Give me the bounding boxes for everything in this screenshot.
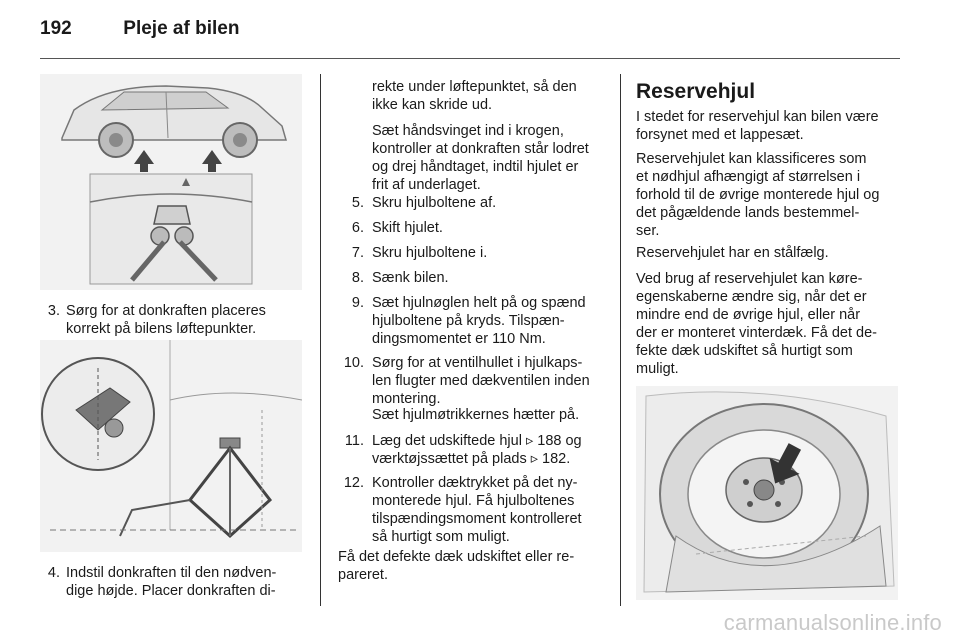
text-line: fekte dæk udskiftet så hurtigt som xyxy=(636,343,853,359)
step-3 xyxy=(40,302,310,340)
text-line: Ved brug af reservehjulet kan køre- xyxy=(636,271,863,287)
step-text: Skru hjulboltene i. xyxy=(372,245,488,261)
text-line: Reservehjulet kan klassificeres som xyxy=(636,151,867,167)
step-text xyxy=(66,564,276,600)
column-divider-2 xyxy=(620,74,621,606)
step-4 xyxy=(40,564,310,602)
text-line: Sæt håndsvinget ind i krogen, xyxy=(372,123,564,139)
step-text: Skru hjulboltene af. xyxy=(372,195,497,211)
closing-note xyxy=(338,548,613,584)
step-line: Sæt hjulnøglen helt på og spænd xyxy=(372,295,586,311)
step-number: 7. xyxy=(351,245,364,261)
step-line: tilspændingsmoment kontrolleret xyxy=(372,511,582,527)
step-number: 11. xyxy=(344,433,364,449)
text-line: Sæt hjulmøtrikkernes hætter på. xyxy=(372,407,580,423)
text-line: pareret. xyxy=(338,567,388,583)
page-header xyxy=(40,18,239,40)
step-10-note xyxy=(372,406,612,424)
step-12 xyxy=(334,474,614,548)
step-text xyxy=(372,432,582,468)
text-line: ikke kan skride ud. xyxy=(372,97,493,113)
column-divider-1 xyxy=(320,74,321,606)
page-number: 192 xyxy=(40,18,72,39)
text-line: rekte under løftepunktet, så den xyxy=(372,79,577,95)
step-text xyxy=(372,474,582,546)
step-line: montering. xyxy=(372,391,441,407)
step-number: 10. xyxy=(343,355,364,371)
step-line: dingsmomentet er 110 Nm. xyxy=(372,331,546,347)
step-text xyxy=(372,354,590,408)
section-heading: Reservehjul xyxy=(636,80,756,103)
step-8 xyxy=(334,269,614,289)
step-number: 12. xyxy=(343,475,364,491)
step-line: så hurtigt som muligt. xyxy=(372,529,510,545)
page-title: Pleje af bilen xyxy=(123,18,240,39)
step-text: Sænk bilen. xyxy=(372,270,449,286)
text-line: det pågældende lands bestemmel- xyxy=(636,205,860,221)
step-11 xyxy=(334,432,614,470)
text-line: forsynet med et lappesæt. xyxy=(636,127,804,143)
step-line: korrekt på bilens løftepunkter. xyxy=(66,321,257,337)
step-5 xyxy=(334,194,614,214)
step-7 xyxy=(334,244,614,264)
step-number: 8. xyxy=(351,270,364,286)
step-4-continued xyxy=(372,78,612,114)
text-line: mindre end de øvrige hjul, eller når xyxy=(636,307,861,323)
text-line: ser. xyxy=(636,223,660,239)
step-4-instructions xyxy=(372,122,612,194)
jack-positioning-illustration xyxy=(40,340,302,552)
text-line: Få det defekte dæk udskiftet eller re- xyxy=(338,549,575,565)
text-line: der er monteret vinterdæk. Få det de- xyxy=(636,325,877,341)
paragraph-repair-kit xyxy=(636,108,906,144)
step-number: 9. xyxy=(351,295,364,311)
text-line: et nødhjul afhængigt af størrelsen i xyxy=(636,169,861,185)
paragraph-driving-characteristics xyxy=(636,270,906,378)
step-number: 4. xyxy=(47,565,60,581)
car-lifting-points-illustration xyxy=(40,74,302,290)
step-text xyxy=(372,294,586,348)
step-text: Skift hjulet. xyxy=(372,220,443,236)
text-line: Reservehjulet har en stålfælg. xyxy=(636,245,829,261)
text-line: I stedet for reservehjul kan bilen være xyxy=(636,109,879,125)
text-line: egenskaberne ændre sig, når det er xyxy=(636,289,867,305)
paragraph-classification xyxy=(636,150,906,240)
step-line[interactable]: værktøjssættet på plads ▹ 182. xyxy=(372,451,571,467)
step-9 xyxy=(334,294,614,350)
step-line: Kontroller dæktrykket på det ny- xyxy=(372,475,578,491)
step-number: 5. xyxy=(351,195,364,211)
text-line: kontroller at donkraften står lodret xyxy=(372,141,589,157)
text-line: og drej håndtaget, indtil hjulet er xyxy=(372,159,579,175)
text-line: frit af underlaget. xyxy=(372,177,481,193)
step-number: 3. xyxy=(47,303,60,319)
paragraph-steel-rim xyxy=(636,244,906,262)
step-line: monterede hjul. Få hjulboltenes xyxy=(372,493,575,509)
step-line[interactable]: Læg det udskiftede hjul ▹ 188 og xyxy=(372,433,582,449)
step-10 xyxy=(334,354,614,410)
step-text xyxy=(66,302,266,338)
step-6 xyxy=(334,219,614,239)
step-line: hjulboltene på kryds. Tilspæn- xyxy=(372,313,565,329)
step-line: Sørg for at ventilhullet i hjulkaps- xyxy=(372,355,583,371)
spare-wheel-illustration xyxy=(636,386,898,600)
step-line: len flugter med dækventilen inden xyxy=(372,373,590,389)
text-line: muligt. xyxy=(636,361,679,377)
step-line: Indstil donkraften til den nødven- xyxy=(66,565,277,581)
step-line: Sørg for at donkraften placeres xyxy=(66,303,266,319)
step-line: dige højde. Placer donkraften di- xyxy=(66,583,276,599)
watermark: carmanualsonline.info xyxy=(723,610,942,635)
step-number: 6. xyxy=(351,220,364,236)
header-rule xyxy=(40,58,900,59)
text-line: forhold til de øvrige monterede hjul og xyxy=(636,187,880,203)
